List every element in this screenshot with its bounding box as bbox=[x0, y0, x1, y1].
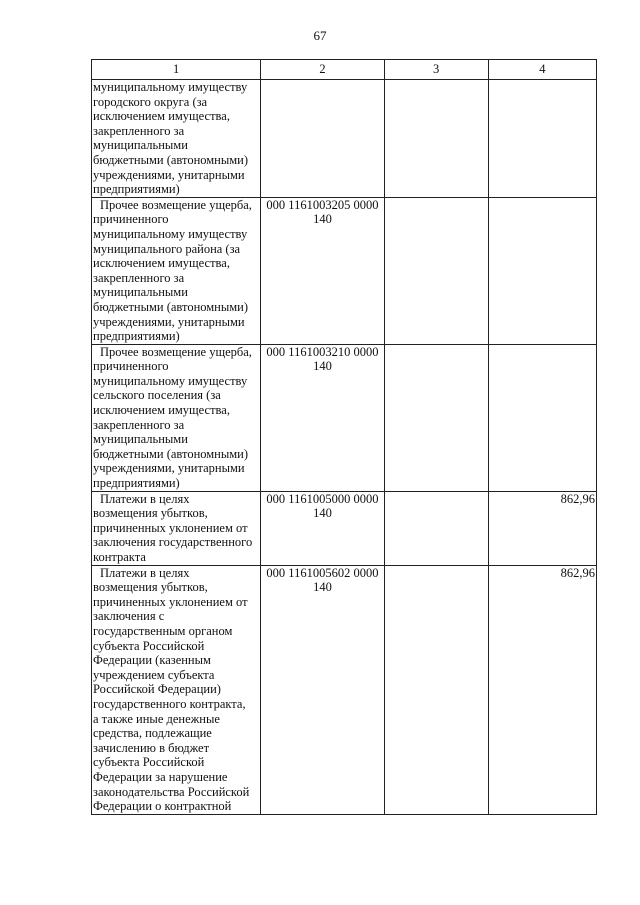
revenue-name-line: бюджетными (автономными) bbox=[93, 446, 249, 461]
revenue-name-line: учреждениями, унитарными bbox=[93, 314, 245, 329]
budget-code-line: 140 bbox=[313, 212, 332, 227]
budget-code-line: 140 bbox=[313, 359, 332, 374]
revenue-name-line: муниципальному имуществу bbox=[93, 80, 248, 94]
revenue-name-line: предприятиями) bbox=[93, 329, 180, 344]
revenue-name-line: заключения с bbox=[93, 609, 165, 624]
revenue-name-line: исключением имущества, bbox=[93, 109, 230, 124]
revenue-name-line: закрепленного за bbox=[93, 123, 185, 138]
revenue-name-line: учреждениями, унитарными bbox=[93, 167, 245, 182]
revenue-name-line: исключением имущества, bbox=[93, 256, 230, 271]
revenue-name-cell bbox=[92, 80, 261, 198]
table-row bbox=[92, 491, 597, 565]
table-row bbox=[92, 565, 597, 814]
revenue-name-line: причиненных уклонением от bbox=[93, 594, 248, 609]
col-3-value-cell bbox=[384, 344, 488, 491]
budget-code-line: 000 1161003205 0000 bbox=[266, 197, 379, 212]
revenue-name-line: Платежи в целях bbox=[100, 565, 190, 580]
revenue-name-line: исключением имущества, bbox=[93, 403, 230, 418]
header-col-1: 1 bbox=[92, 60, 261, 80]
amount-cell bbox=[488, 197, 596, 344]
budget-code-line: 000 1161003210 0000 bbox=[266, 344, 379, 359]
revenue-name-line: предприятиями) bbox=[93, 182, 180, 197]
col-3-value-cell bbox=[384, 491, 488, 565]
revenue-name-line: Российской Федерации) bbox=[93, 682, 221, 697]
header-col-3: 3 bbox=[384, 60, 488, 80]
revenue-name-line: заключения государственного bbox=[93, 535, 253, 550]
revenue-name-line: Прочее возмещение ущерба, bbox=[100, 344, 252, 359]
revenue-name-line: Федерации (казенным bbox=[93, 653, 211, 668]
revenue-name-line: сельского поселения (за bbox=[93, 388, 221, 403]
revenue-name-line: субъекта Российской bbox=[93, 755, 205, 770]
col-3-value-cell bbox=[384, 197, 488, 344]
revenue-name-line: муниципальными bbox=[93, 138, 188, 153]
header-col-4: 4 bbox=[488, 60, 596, 80]
table-row bbox=[92, 344, 597, 491]
revenue-name-line: Федерации за нарушение bbox=[93, 769, 228, 784]
revenue-name-cell bbox=[92, 491, 261, 565]
revenue-name-line: причиненного bbox=[93, 359, 169, 374]
revenue-name-line: причиненного bbox=[93, 212, 169, 227]
budget-code-line: 140 bbox=[313, 506, 332, 521]
revenue-name-line: Платежи в целях bbox=[100, 491, 190, 506]
col-3-value-cell bbox=[384, 565, 488, 814]
revenue-name-line: городского округа (за bbox=[93, 94, 208, 109]
budget-code-cell bbox=[261, 197, 384, 344]
revenue-name-line: муниципальными bbox=[93, 432, 188, 447]
revenue-name-cell bbox=[92, 197, 261, 344]
amount-cell: 862,96 bbox=[488, 491, 596, 565]
revenue-name-cell bbox=[92, 344, 261, 491]
budget-code-cell bbox=[261, 80, 384, 198]
revenue-name-line: бюджетными (автономными) bbox=[93, 299, 249, 314]
revenue-name-line: муниципальному имуществу bbox=[93, 373, 248, 388]
revenue-name-line: государственного контракта, bbox=[93, 696, 246, 711]
budget-code-line: 140 bbox=[313, 580, 332, 595]
revenue-name-line: зачислению в бюджет bbox=[93, 740, 210, 755]
revenue-name-line: учреждением субъекта bbox=[93, 667, 215, 682]
amount-cell bbox=[488, 344, 596, 491]
revenue-name-line: законодательства Российской bbox=[93, 784, 250, 799]
revenue-name-cell bbox=[92, 565, 261, 814]
revenue-name-line: бюджетными (автономными) bbox=[93, 152, 249, 167]
header-col-2: 2 bbox=[261, 60, 384, 80]
table-header-row bbox=[92, 60, 597, 80]
col-3-value-cell bbox=[384, 80, 488, 198]
revenue-name-line: контракта bbox=[93, 550, 146, 564]
revenue-name-line: учреждениями, унитарными bbox=[93, 461, 245, 476]
revenue-name-line: Федерации о контрактной bbox=[93, 799, 232, 814]
revenue-name-line: государственным органом bbox=[93, 623, 233, 638]
budget-code-cell bbox=[261, 491, 384, 565]
revenue-name-line: муниципальными bbox=[93, 285, 188, 300]
revenue-name-line: закрепленного за bbox=[93, 270, 185, 285]
amount-cell bbox=[488, 80, 596, 198]
table-row bbox=[92, 197, 597, 344]
budget-code-line: 000 1161005602 0000 bbox=[266, 565, 379, 580]
revenue-name-line: возмещения убытков, bbox=[93, 506, 208, 521]
revenue-name-line: муниципального района (за bbox=[93, 241, 241, 256]
amount-cell: 862,96 bbox=[488, 565, 596, 814]
revenue-name-line: Прочее возмещение ущерба, bbox=[100, 197, 252, 212]
revenue-name-line: а также иные денежные bbox=[93, 711, 220, 726]
revenue-name-line: закрепленного за bbox=[93, 417, 185, 432]
revenue-name-line: муниципальному имуществу bbox=[93, 226, 248, 241]
budget-code-cell bbox=[261, 565, 384, 814]
budget-code-line: 000 1161005000 0000 bbox=[266, 491, 379, 506]
page-number: 67 bbox=[313, 28, 327, 43]
table-row bbox=[92, 80, 597, 198]
budget-code-cell bbox=[261, 344, 384, 491]
revenue-name-line: возмещения убытков, bbox=[93, 580, 208, 595]
revenue-name-line: субъекта Российской bbox=[93, 638, 205, 653]
revenue-name-line: предприятиями) bbox=[93, 476, 180, 491]
revenue-name-line: средства, подлежащие bbox=[93, 726, 212, 741]
revenue-name-line: причиненных уклонением от bbox=[93, 520, 248, 535]
budget-table bbox=[91, 59, 597, 815]
